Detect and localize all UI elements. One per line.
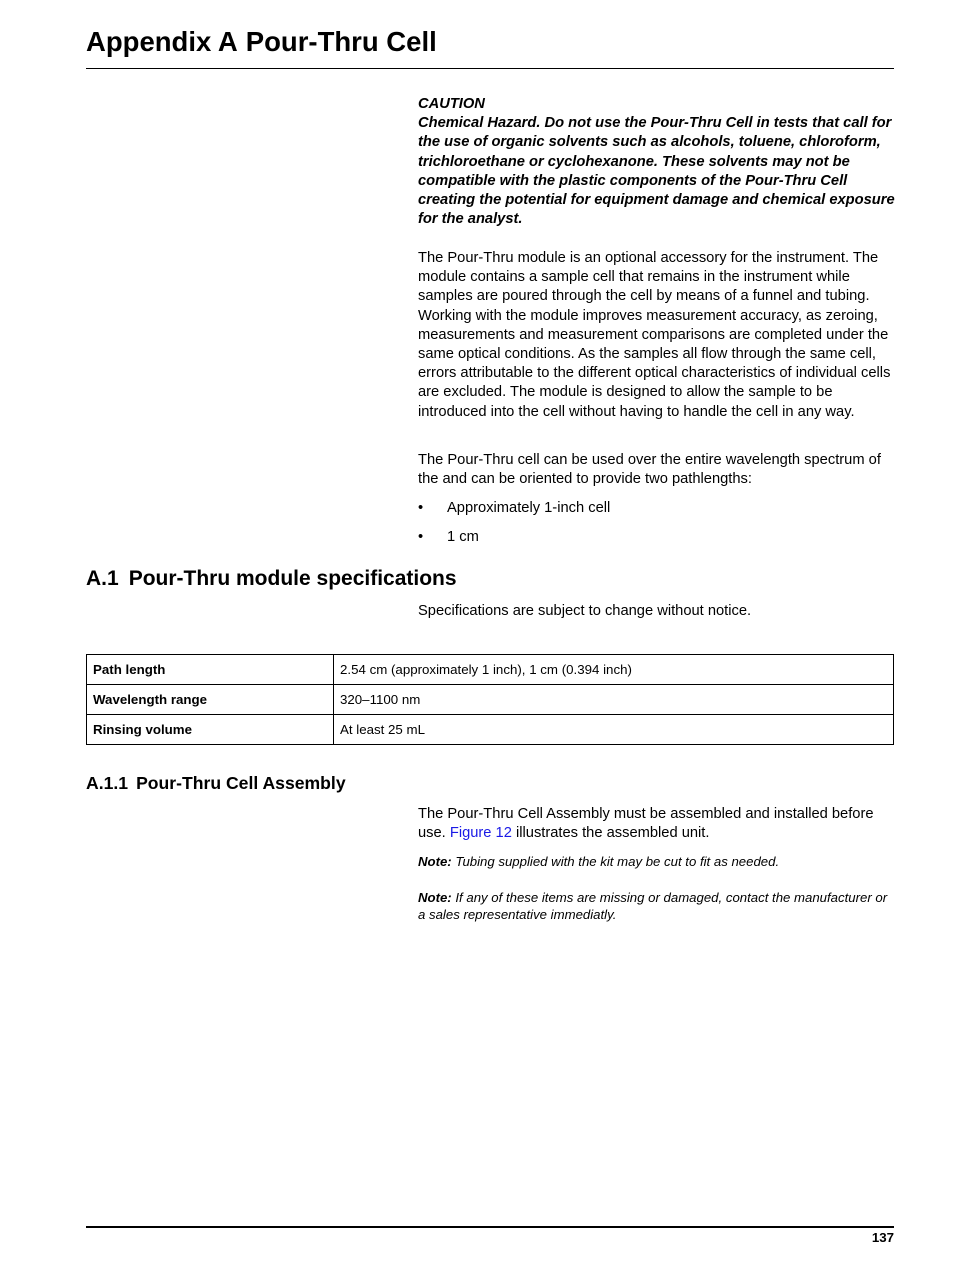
note-tubing [418,853,896,870]
assembly-text-start: The Pour-Thru Cell Assembly must be assembled and installed before use. [418,806,874,842]
spec-value: 2.54 cm (approximately 1 inch), 1 cm (0.394 inch) [334,655,894,685]
note-label: Note: [418,854,452,869]
pathlength-list-2 [418,528,479,547]
pathlength-paragraph [418,451,896,489]
table-row [87,715,894,745]
section-number: A.1 [86,567,119,590]
spec-value: 320–1100 nm [334,685,894,715]
spec-table [86,654,894,745]
figure-12-link[interactable]: Figure 12 [449,825,512,842]
spec-value: At least 25 mL [334,715,894,745]
bullet-icon: • [418,529,424,545]
list-item-text: 1 cm [447,529,479,545]
note-text: If any of these items are missing or damaged, contact the manufacturer or a sales representative immediatly. [418,890,888,923]
intro-paragraph [418,249,896,422]
page-number: 137 [871,1230,894,1245]
page-title [86,24,437,60]
pathlength-paragraph-text: The Pour-Thru cell can be used over the entire wavelength spectrum of the and can be oriented to provide two pathlengths: [418,452,881,488]
appendix-label: Appendix A [86,26,238,57]
list-item [418,499,610,518]
spec-disclaimer [418,602,896,621]
note-text: Tubing supplied with the kit may be cut to fit as needed. [455,854,780,869]
section-heading-a11 [86,772,346,795]
assembly-paragraph [418,805,896,843]
intro-paragraph-text: The Pour-Thru module is an optional accessory for the instrument. The module contains a sample cell that remains in the instrument while samples are poured through the cell by means of a funnel and tubing. Working with the module improves measurement accuracy, as zeroing, measurements and measurement comparisons are completed under the same optical conditions. As the samples all flow through the same cell, errors attributable to the different optical characteristics of individual cells are excluded. The module is designed to allow the sample to be introduced into the cell without having to handle the cell in any way. [418,250,891,420]
assembly-text-end: illustrates the assembled unit. [511,825,710,842]
bullet-icon: • [418,500,424,516]
table-row [87,685,894,715]
section-heading-a1 [86,565,457,593]
subsection-title: Pour-Thru Cell Assembly [136,773,346,793]
note-tubing-text [418,853,896,870]
note-label: Note: [418,890,452,905]
list-item-text: Approximately 1-inch cell [447,500,611,516]
caution-block [418,95,896,229]
pathlength-list [418,499,610,518]
title-rule [86,68,894,69]
footer-rule [86,1226,894,1228]
caution-text: Chemical Hazard. Do not use the Pour-Thru Cell in tests that call for the use of organic solvents such as alcohols, toluene, chloroform, trichloroethane or cyclohexanone. These solvents may not be compatible with the plastic components of the Pour-Thru Cell creating the potential for equipment damage and chemical exposure for the analyst. [418,115,895,228]
section-title: Pour-Thru module specifications [128,567,457,590]
appendix-title: Pour-Thru Cell [245,26,437,57]
note-missing-items-text [418,889,896,924]
subsection-number: A.1.1 [86,773,129,793]
note-missing-items [418,889,896,924]
table-row [87,655,894,685]
spec-disclaimer-text: Specifications are subject to change without notice. [418,603,752,619]
list-item [418,528,479,547]
assembly-paragraph-text [418,805,896,843]
spec-label: Path length [87,655,334,685]
spec-label: Wavelength range [87,685,334,715]
spec-label: Rinsing volume [87,715,334,745]
caution-label: CAUTION [418,96,485,112]
